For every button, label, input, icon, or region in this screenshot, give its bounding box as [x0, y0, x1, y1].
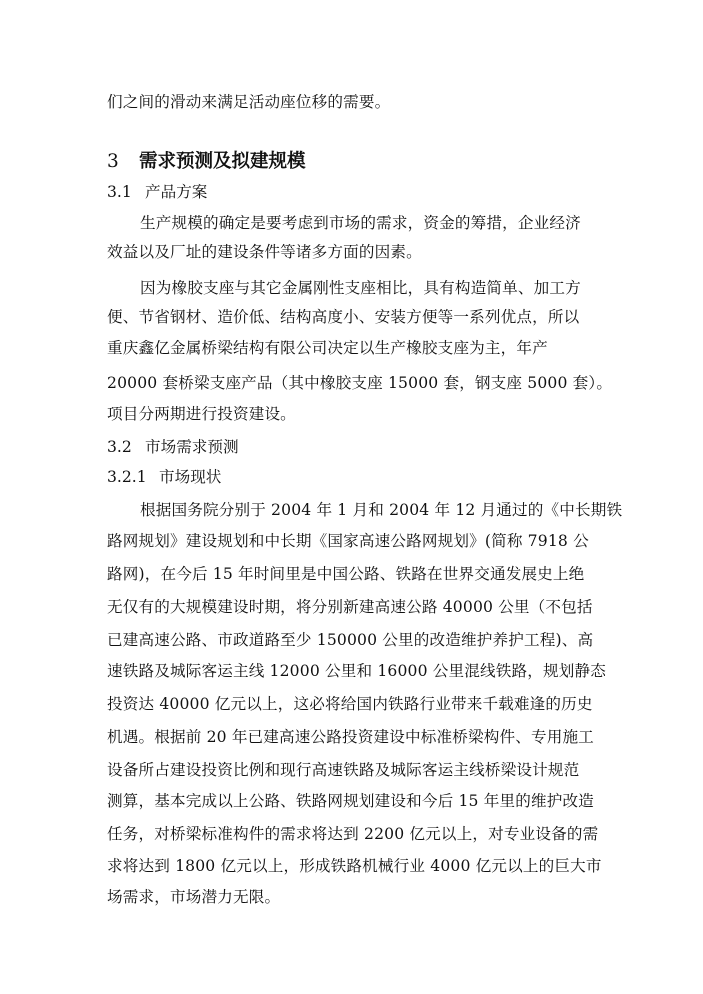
- text-line: 投资达 40000 亿元以上，这必将给国内铁路行业带来千载难逢的历史: [107, 695, 593, 713]
- section-number: 3.1: [107, 183, 132, 201]
- text-line: 速铁路及城际客运主线 12000 公里和 16000 公里混线铁路，规划静态: [107, 662, 606, 680]
- section-heading-3-2: [107, 437, 239, 457]
- text-line: 无仅有的大规模建设时期，将分别新建高速公路 40000 公里（不包括: [107, 598, 593, 616]
- section-title: 市场现状: [159, 468, 222, 486]
- text-line: 20000 套桥梁支座产品（其中橡胶支座 15000 套，钢支座 5000 套）。: [107, 374, 613, 392]
- text-line: 求将达到 1800 亿元以上，形成铁路机械行业 4000 亿元以上的巨大市: [107, 857, 602, 875]
- section-heading-3-2-1: [107, 467, 221, 487]
- text-line: 因为橡胶支座与其它金属刚性支座相比，具有构造简单、加工方: [140, 279, 581, 297]
- text-line: 场需求，市场潜力无限。: [107, 888, 281, 906]
- text-line: 生产规模的确定是要考虑到市场的需求，资金的筹措，企业经济: [140, 214, 581, 232]
- text-line: 测算，基本完成以上公路、铁路网规划建设和今后 15 年里的维护改造: [107, 792, 594, 810]
- text-line: 任务，对桥梁标准构件的需求将达到 2200 亿元以上，对专业设备的需: [107, 825, 599, 843]
- text-line: 便、节省钢材、造价低、结构高度小、安装方便等一系列优点，所以: [107, 308, 580, 326]
- section-heading-3-1: [107, 182, 207, 202]
- section-title: 产品方案: [145, 183, 208, 201]
- text-line: 项目分两期进行投资建设。: [107, 405, 296, 423]
- text-line: 路网规划》建设规划和中长期《国家高速公路网规划》(简称 7918 公: [107, 532, 589, 550]
- section-number: 3: [107, 151, 119, 172]
- text-line: 路网)，在今后 15 年时间里是中国公路、铁路在世界交通发展史上绝: [107, 565, 585, 583]
- section-number: 3.2: [107, 438, 132, 456]
- text-line: 们之间的滑动来满足活动座位移的需要。: [107, 93, 391, 111]
- text-line: 已建高速公路、市政道路至少 150000 公里的改造维护养护工程)、高: [107, 631, 594, 649]
- section-title: 需求预测及拟建规模: [139, 151, 306, 172]
- text-line: 机遇。根据前 20 年已建高速公路投资建设中标准桥梁构件、专用施工: [107, 728, 594, 746]
- text-line: 效益以及厂址的建设条件等诸多方面的因素。: [107, 243, 422, 261]
- section-number: 3.2.1: [107, 468, 147, 486]
- text-line: 根据国务院分别于 2004 年 1 月和 2004 年 12 月通过的《中长期铁: [140, 501, 623, 519]
- text-line: 设备所占建设投资比例和现行高速铁路及城际客运主线桥梁设计规范: [107, 761, 580, 779]
- text-line: 重庆鑫亿金属桥梁结构有限公司决定以生产橡胶支座为主，年产: [107, 339, 548, 357]
- section-heading-3: [107, 150, 306, 174]
- section-title: 市场需求预测: [145, 438, 239, 456]
